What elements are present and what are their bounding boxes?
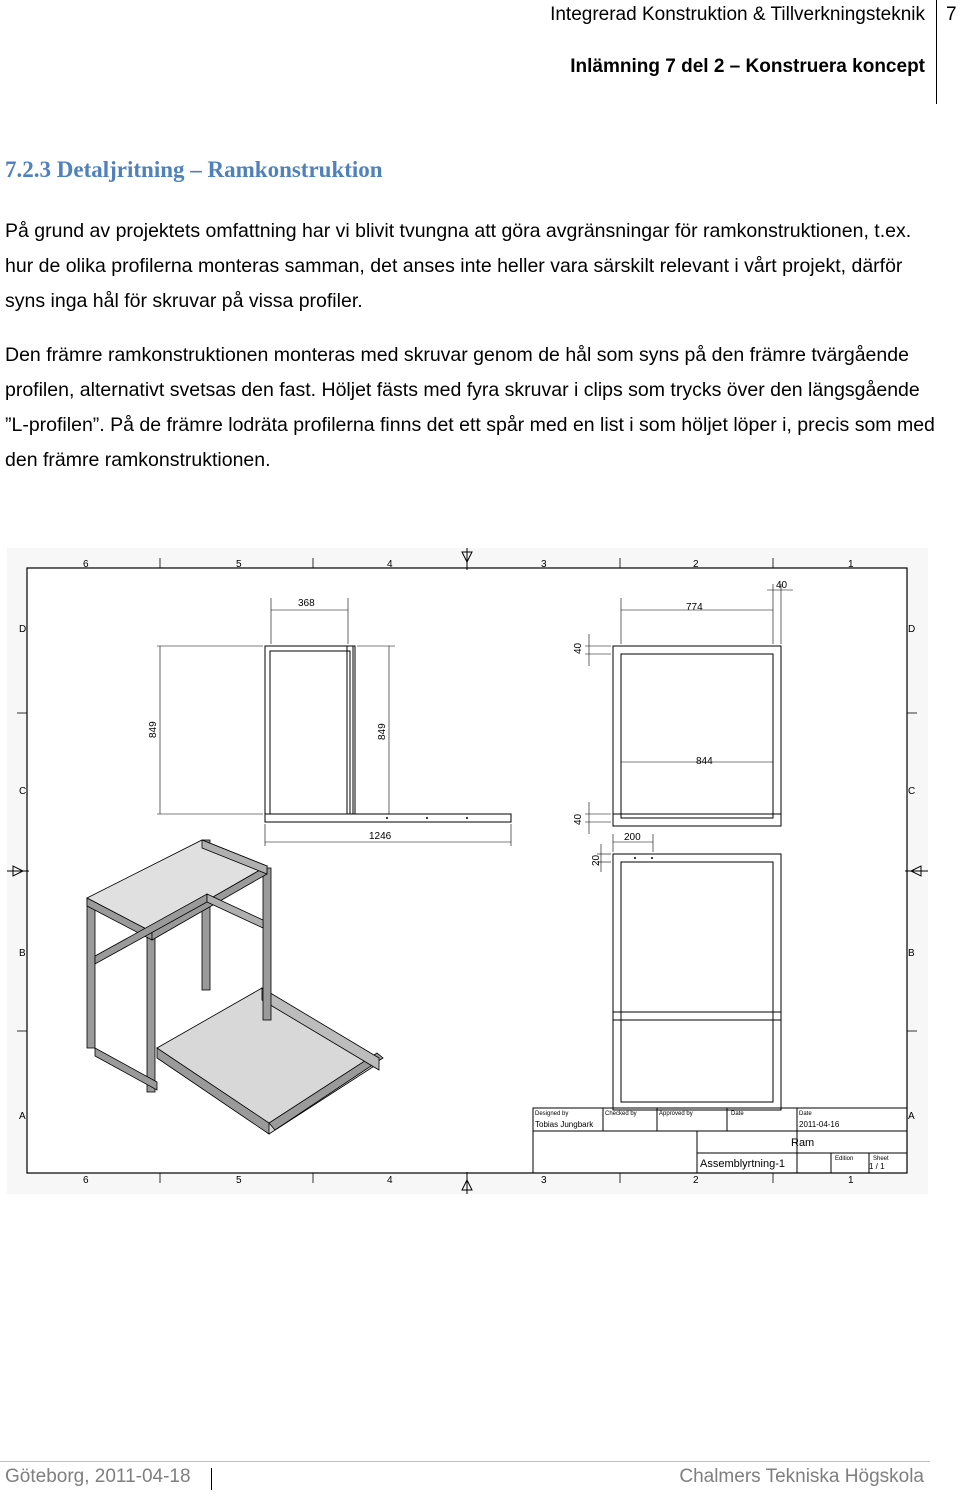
zone-label: C (19, 786, 27, 797)
page-number: 7 (946, 4, 957, 25)
zone-label: 3 (541, 559, 547, 570)
zone-label: B (19, 948, 26, 959)
dimension-label: 40 (573, 642, 584, 654)
date-label: Date (731, 1111, 744, 1117)
document-name: Assemblyrtning-1 (700, 1158, 785, 1170)
technical-drawing (7, 548, 928, 1194)
designed-by-value: Tobias Jungbark (535, 1120, 594, 1129)
dimension-label: 200 (624, 832, 641, 843)
zone-label: A (19, 1111, 26, 1122)
zone-label: C (908, 786, 916, 797)
designed-by-label: Designed by (535, 1111, 569, 1117)
dimension-label: 1246 (369, 831, 392, 842)
dimension-label: 40 (573, 813, 584, 825)
zone-label: 4 (387, 1175, 393, 1186)
zone-label: 6 (83, 1175, 89, 1186)
date-label-2: Date (799, 1111, 812, 1117)
zone-label: 5 (236, 559, 242, 570)
sheet-value: 1 / 1 (869, 1162, 885, 1171)
date-value: 2011-04-16 (799, 1120, 840, 1129)
dimension-label: 20 (591, 854, 602, 866)
dimension-label: 849 (148, 721, 159, 738)
zone-label: 4 (387, 559, 393, 570)
zone-label: B (908, 948, 915, 959)
part-name: Ram (791, 1137, 815, 1149)
footer-location-date: Göteborg, 2011-04-18 (5, 1466, 191, 1487)
approved-by-label: Approved by (659, 1111, 693, 1117)
paragraph-2: Den främre ramkonstruktionen monteras med skruvar genom de hål som syns på den främre tvärgående profilen, alternativt svetsas den fast. Höljet fästs med fyra skruvar i clips som trycks över den längsgående ”L-profilen”. På de främre lodräta profilerna finns det ett spår med en list i som höljet löper i, precis som med den främre ramkonstruktionen. (5, 344, 935, 471)
assignment-subtitle: Inlämning 7 del 2 – Konstruera koncept (570, 56, 925, 77)
header-divider (936, 0, 937, 104)
zone-label: 2 (693, 1175, 699, 1186)
zone-label: A (908, 1111, 915, 1122)
paragraph-1: På grund av projektets omfattning har vi blivit tvungna att göra avgränsningar för ramkonstruktionen, t.ex. hur de olika profilerna monteras samman, det anses inte heller vara särskilt relevant i vårt projekt, därför syns inga hål för skruvar på vissa profiler. (5, 220, 912, 312)
dimension-label: 774 (686, 602, 703, 613)
zone-label: D (19, 624, 27, 635)
checked-by-label: Checked by (605, 1111, 637, 1117)
dimension-label: 40 (776, 580, 788, 591)
dimension-label: 368 (298, 598, 315, 609)
zone-label: 6 (83, 559, 89, 570)
course-title: Integrerad Konstruktion & Tillverkningsteknik (550, 4, 925, 25)
footer-separator (211, 1468, 212, 1490)
footer-institution: Chalmers Tekniska Högskola (679, 1466, 924, 1487)
zone-label: D (908, 624, 916, 635)
section-heading: 7.2.3 Detaljritning – Ramkonstruktion (5, 157, 383, 182)
zone-label: 3 (541, 1175, 547, 1186)
zone-label: 2 (693, 559, 699, 570)
dimension-label: 844 (696, 756, 713, 767)
footer-divider (0, 1461, 930, 1462)
dimension-label: 849 (377, 723, 388, 740)
edition-label: Edition (835, 1156, 854, 1162)
zone-label: 1 (848, 1175, 854, 1186)
zone-label: 5 (236, 1175, 242, 1186)
sheet-label: Sheet (873, 1156, 889, 1162)
zone-label: 1 (848, 559, 854, 570)
